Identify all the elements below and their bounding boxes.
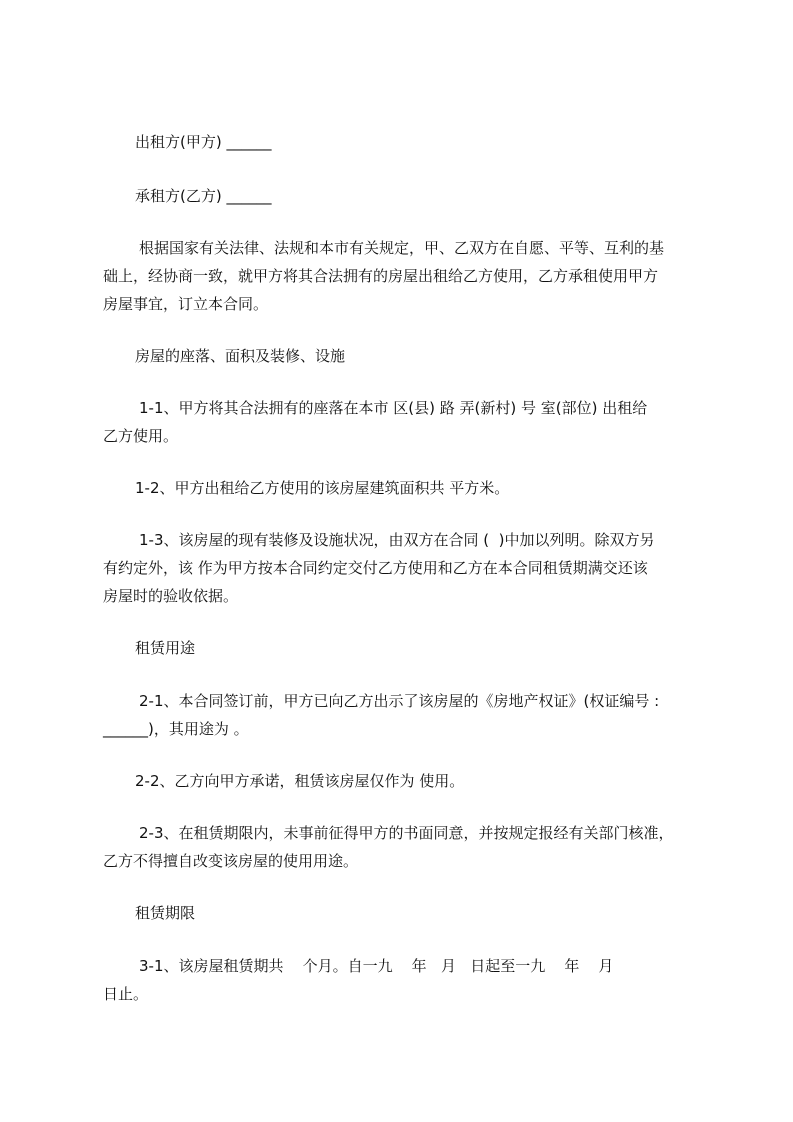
section-heading: 租赁用途 (135, 639, 196, 657)
text-line: 日止。 (103, 985, 149, 1003)
section-heading: 租赁期限 (135, 904, 196, 922)
text-line: 1-2、甲方出租给乙方使用的该房屋建筑面积共 平方米。 (135, 479, 510, 497)
text-line: 1-1、甲方将其合法拥有的座落在本市 区(县) 路 弄(新村) 号 室(部位) 出租给 (139, 399, 648, 417)
text-line: 根据国家有关法律、法规和本市有关规定，甲、乙双方在自愿、平等、互利的基 (139, 239, 665, 257)
text-line: 房屋时的验收依据。 (103, 587, 239, 605)
text-line: ______)，其用途为 。 (103, 720, 249, 738)
text-line: 3-1、该房屋租赁期共 个月。自一九 年 月 日起至一九 年 月 (139, 957, 614, 975)
text-line: 2-3、在租赁期限内，未事前征得甲方的书面同意，并按规定报经有关部门核准， (139, 824, 674, 842)
text-line: 出租方(甲方) ______ (135, 133, 272, 151)
section-heading: 房屋的座落、面积及装修、设施 (135, 347, 346, 365)
text-line: 2-1、本合同签订前，甲方已向乙方出示了该房屋的《房地产权证》(权证编号 : (139, 692, 660, 710)
text-line: 有约定外，该 作为甲方按本合同约定交付乙方使用和乙方在本合同租赁期满交还该 (103, 559, 648, 577)
text-line: 乙方不得擅自改变该房屋的使用用途。 (103, 852, 359, 870)
text-line: 房屋事宜，订立本合同。 (103, 295, 269, 313)
text-line: 2-2、乙方向甲方承诺，租赁该房屋仅作为 使用。 (135, 772, 465, 790)
text-line: 承租方(乙方) ______ (135, 187, 272, 205)
text-line: 乙方使用。 (103, 427, 179, 445)
text-line: 础上，经协商一致，就甲方将其合法拥有的房屋出租给乙方使用，乙方承租使用甲方 (103, 267, 659, 285)
text-line: 1-3、该房屋的现有装修及设施状况，由双方在合同 ( )中加以列明。除双方另 (139, 531, 655, 549)
